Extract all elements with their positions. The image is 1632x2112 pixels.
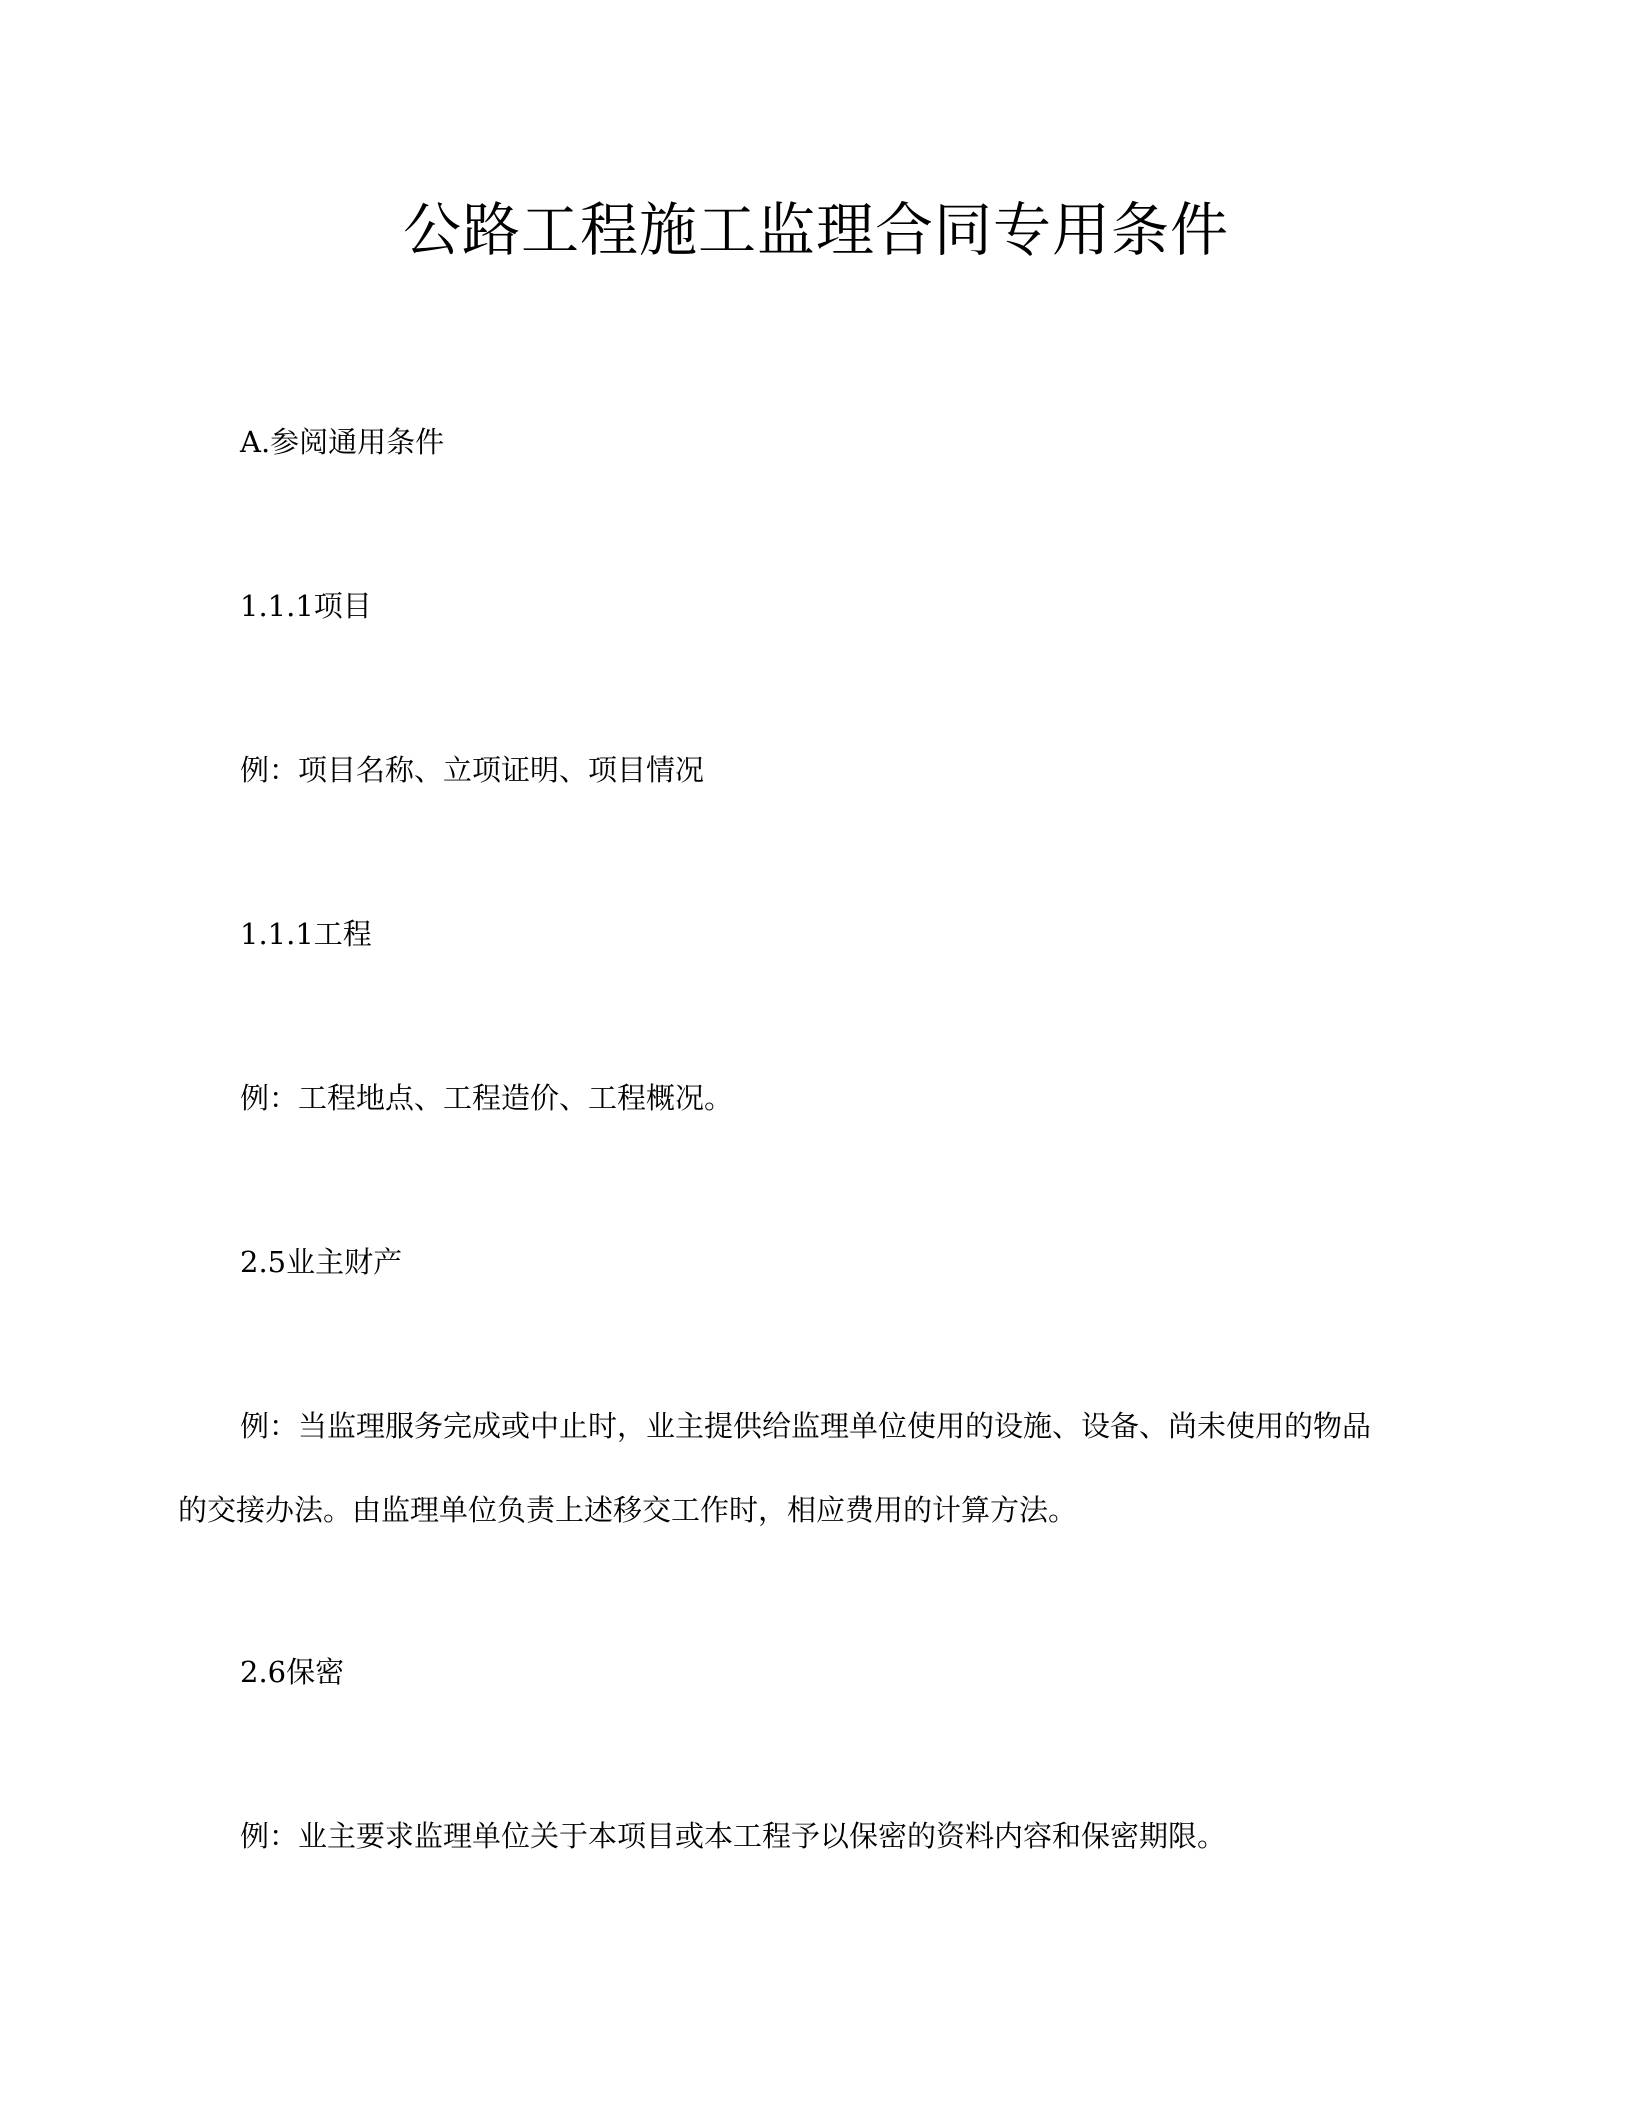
paragraph-example-project: 例：项目名称、立项证明、项目情况 bbox=[240, 753, 705, 787]
paragraph-heading-project: 1.1.1项目 bbox=[240, 589, 372, 623]
paragraph-example-works: 例：工程地点、工程造价、工程概况。 bbox=[240, 1081, 734, 1115]
paragraph-reference-general-conditions: A.参阅通用条件 bbox=[240, 425, 445, 459]
paragraph-example-confidentiality: 例：业主要求监理单位关于本项目或本工程予以保密的资料内容和保密期限。 bbox=[240, 1819, 1227, 1853]
document-title: 公路工程施工监理合同专用条件 bbox=[402, 196, 1229, 264]
paragraph-heading-owner-property: 2.5业主财产 bbox=[240, 1245, 403, 1279]
paragraph-heading-works: 1.1.1工程 bbox=[240, 917, 372, 951]
paragraph-example-owner-property: 例：当监理服务完成或中止时，业主提供给监理单位使用的设施、设备、尚未使用的物品的交接办法。由监理单位负责上述移交工作时，相应费用的计算方法。 bbox=[178, 1409, 1372, 1527]
paragraph-heading-confidentiality: 2.6保密 bbox=[240, 1655, 345, 1689]
